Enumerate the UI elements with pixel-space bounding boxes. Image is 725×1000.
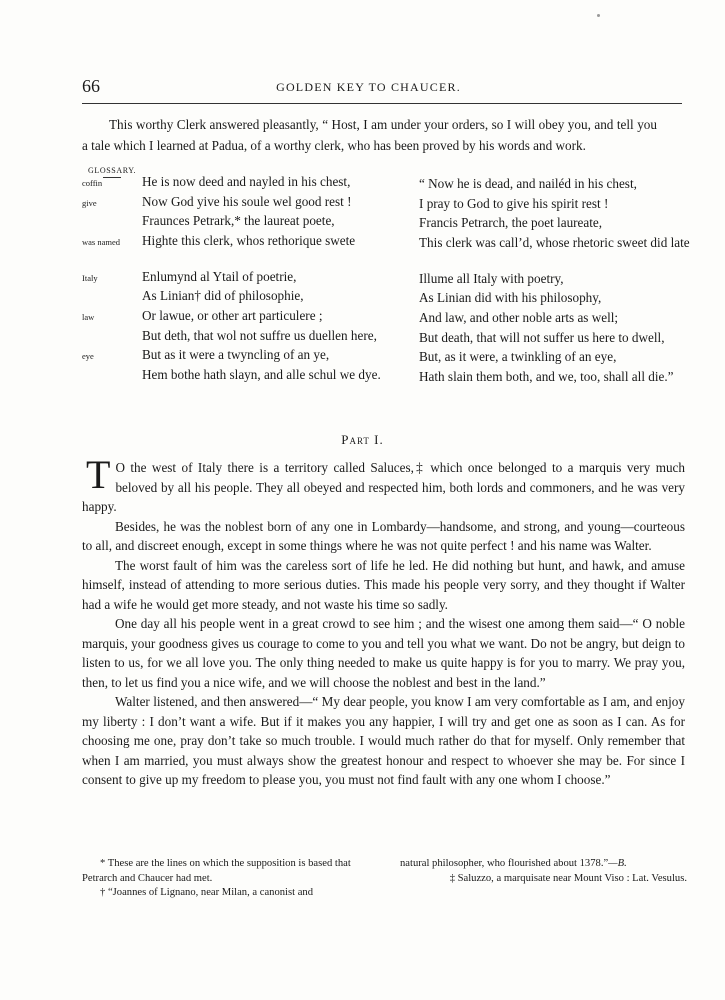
translation-line: This clerk was call’d, whose rhetoric sweet did late	[419, 234, 690, 250]
original-line: Or lawue, or other art particulere ;	[142, 307, 323, 323]
verse-row	[82, 288, 702, 308]
body-text	[82, 452, 685, 790]
verse-row	[82, 367, 702, 387]
gloss-word: was named	[82, 236, 121, 247]
original-line: But deth, that wol not suffre us duellen here,	[142, 327, 377, 343]
gloss-word: Italy	[82, 272, 98, 283]
translation-line: But, as it were, a twinkling of an eye,	[419, 349, 617, 365]
verse-row	[82, 308, 702, 328]
gloss-word: coffin	[82, 178, 103, 188]
original-line: Hem bothe hath slayn, and alle schul we dye.	[142, 366, 381, 382]
part-title: Part I.	[341, 432, 384, 447]
verse-row	[82, 328, 702, 348]
verse-row	[82, 174, 702, 194]
verse-row	[82, 347, 702, 367]
translation-line: But death, that will not suffer us here to dwell,	[419, 329, 665, 345]
first-paragraph	[82, 452, 685, 517]
original-line: As Linian† did of philosophie,	[142, 288, 304, 304]
footnotes-right-column	[400, 857, 687, 886]
footnote-dagger-cont-text: natural philosopher, who flourished about 1378.”	[400, 858, 609, 869]
running-title: GOLDEN KEY TO CHAUCER.	[276, 80, 461, 94]
page-header	[82, 76, 655, 98]
original-line: But as it were a twyncling of an ye,	[142, 347, 330, 363]
verse-row	[82, 269, 702, 289]
glossary-heading: GLOSSARY.	[88, 166, 136, 178]
translation-line: Hath slain them both, and we, too, shall all die.”	[419, 368, 674, 384]
footnote-dagger: † “Joannes of Lignano, near Milan, a canonist and	[100, 887, 313, 898]
first-paragraph-text: O the west of Italy there is a territory called Saluces,‡ which once belonged to a marquis very much beloved by all his people. They all obeyed and respected him, both lords and commoners, and he was very happy.	[82, 460, 685, 514]
body-paragraph: Besides, he was the noblest born of any one in Lombardy—handsome, and strong, and young—courteous to all, and discreet enough, except in some things where he was not quite perfect ! and his name was Walter.	[82, 518, 685, 553]
verse-block	[82, 174, 702, 386]
translation-line: As Linian did with his philosophy,	[419, 290, 602, 306]
footnote-dagger-continued	[400, 857, 687, 872]
footnote-source: —B.	[608, 858, 627, 869]
translation-line: Francis Petrarch, the poet laureate,	[419, 215, 603, 231]
translation-line: And law, and other noble arts as well;	[419, 309, 619, 325]
body-paragraph: Walter listened, and then answered—“ My dear people, you know I am very comfortable as I am, and enjoy my liberty : I don’t want a wife. But if it makes you any happier, I will try and get one as soon as I can. As for choosing me one, pray don’t take so much trouble. I would much rather do that for myself. Only remember that when I am married, you must always show the greatest honour and respect to whoever she may be. For since I consent to give up my freedom to please you, you must not find fault with any one whom I choose.”	[82, 694, 685, 787]
gloss-word: law	[82, 311, 95, 322]
gloss-word: eye	[82, 351, 94, 362]
intro-paragraph: This worthy Clerk answered pleasantly, “ Host, I am under your orders, so I will obey you, and tell you a tale which I learned at Padua, of a worthy clerk, who has been proved by his words and work.	[82, 117, 657, 153]
footnote-star: * These are the lines on which the supposition is based that Petrarch and Chaucer had met.	[82, 858, 351, 884]
original-line: Now God yive his soule wel good rest !	[142, 193, 352, 209]
original-line: Enlumynd al Ytail of poetrie,	[142, 268, 297, 284]
original-line: He is now deed and nayled in his chest,	[142, 174, 351, 189]
verse-row	[82, 194, 702, 214]
header-rule	[82, 103, 682, 104]
gloss-word: give	[82, 197, 97, 208]
verse-row	[82, 213, 702, 233]
footnotes-left-column	[82, 857, 382, 901]
verse-row	[82, 233, 702, 269]
translation-line: “ Now he is dead, and nailéd in his chest,	[419, 176, 637, 191]
original-line: Highte this clerk, whos rethorique swete	[142, 232, 356, 248]
page-number: 66	[82, 76, 100, 96]
body-paragraph: One day all his people went in a great crowd to see him ; and the wisest one among them said—“ O noble marquis, your goodness gives us courage to come to you and tell you what we want. Do not be angry, but deign to listen to us, for we all love you. The only thing needed to make us quite happy is for you to marry. We pray you, then, to let us find you a nice wife, and we will choose the noblest and best in the land.”	[82, 616, 685, 690]
translation-line: Illume all Italy with poetry,	[419, 270, 564, 286]
original-line: Fraunces Petrark,* the laureat poete,	[142, 213, 335, 229]
translation-line: I pray to God to give his spirit rest !	[419, 195, 609, 211]
paper-speck	[597, 14, 600, 17]
body-paragraph: The worst fault of him was the careless sort of life he led. He did nothing but hunt, and hawk, and amuse himself, instead of attending to more serious duties. This made his people very sorry, and they thought if Walter had a wife he would get more steady, and not waste his time so sadly.	[82, 557, 685, 612]
footnote-double-dagger: ‡ Saluzzo, a marquisate near Mount Viso : Lat. Vesulus.	[449, 872, 687, 884]
drop-cap: T	[86, 452, 111, 497]
